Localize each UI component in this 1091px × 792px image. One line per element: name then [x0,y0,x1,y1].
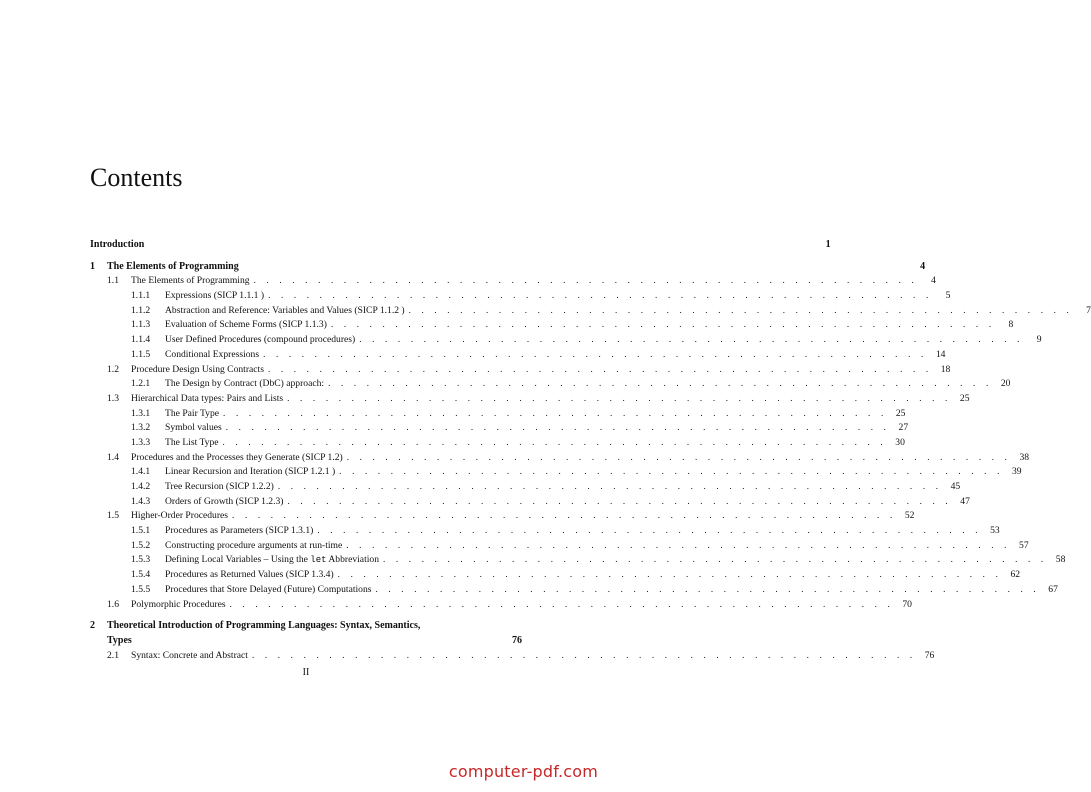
toc-entry-title: Polymorphic Procedures [131,598,226,610]
toc-entry-page: 4 [931,275,936,287]
toc-entry[interactable] [90,618,522,633]
toc-entry-number: 2.1 [107,649,119,661]
dot-leader: . . . . . . . . . . . . . . . . . . . . . . . . . . . . . . . . . . . . . . . . . . . . . . . . . . . . [229,598,894,609]
toc-entry-page: 62 [1010,569,1021,581]
toc-entry[interactable] [90,538,1029,553]
toc-entry-number: 1.5.4 [131,569,151,581]
toc-entry-page: 25 [895,407,906,419]
toc-entry-page: 27 [898,422,909,434]
toc-entry[interactable] [90,347,946,362]
dot-leader: . . . . . . . . . . . . . . . . . . . . . . . . . . . . . . . . . . . . . . . . . . . . . . . . . . . . [359,334,1024,345]
toc-entry-title: Syntax: Concrete and Abstract [131,649,248,661]
toc-entry-continuation[interactable] [90,633,522,648]
toc-entry[interactable] [90,552,1066,567]
toc-entry-title: The Pair Type [165,407,220,419]
dot-leader: . . . . . . . . . . . . . . . . . . . . . . . . . . . . . . . . . . . . . . . . . . . . . . . . . . . . [346,539,1011,550]
toc-entry-page: 38 [1019,451,1030,463]
dot-leader: . . . . . . . . . . . . . . . . . . . . . . . . . . . . . . . . . . . . . . . . . . . . . . . . . . . . [330,319,996,330]
toc-entry-number: 1.1.1 [131,290,151,302]
toc-entry-page: 5 [945,290,951,302]
dot-leader: . . . . . . . . . . . . . . . . . . . . . . . . . . . . . . . . . . . . . . . . . . . . . . . . . . . . [287,392,952,403]
toc-entry-title: Theoretical Introduction of Programming Languages: Syntax, Semantics, [107,620,421,632]
toc-entry[interactable] [90,582,1058,597]
toc-entry-title: Symbol values [165,422,222,434]
page-number: II [302,667,310,678]
toc-entry-title: Expressions (SICP 1.1.1 ) [165,290,265,302]
toc-entry[interactable] [90,259,926,274]
toc-entry-page: 30 [895,436,905,448]
toc-entry-title: Procedures and the Processes they Generate (SICP 1.2) [131,451,343,463]
toc-entry-title: Abstraction and Reference: Variables and Values (SICP 1.1.2 ) [165,304,405,316]
toc-entry[interactable] [90,273,936,288]
dot-leader: . . . . . . . . . . . . . . . . . . . . . . . . . . . . . . . . . . . . . . . . . . . . . . . . . . . . [268,290,933,301]
dot-leader: . . . . . . . . . . . . . . . . . . . . . . . . . . . . . . . . . . . . . . . . . . . . . . . . . . . . [375,583,1040,594]
toc-entry-page: 14 [935,348,946,360]
dot-leader: . . . . . . . . . . . . . . . . . . . . . . . . . . . . . . . . . . . . . . . . . . . . . . . . . . . . [222,436,887,447]
toc-entry-title: Introduction [90,239,145,250]
toc-entry-number: 1.5.3 [131,554,151,566]
toc-entry-title: User Defined Procedures (compound procedures) [165,334,356,346]
toc-entry-title: Evaluation of Scheme Forms (SICP 1.1.3) [165,319,327,331]
toc-entry-page: 67 [1048,583,1058,595]
dot-leader: . . . . . . . . . . . . . . . . . . . . . . . . . . . . . . . . . . . . . . . . . . . . . . . . . . . . [383,554,1048,565]
toc-entry-page: 47 [960,495,970,507]
toc-entry-number: 1.2 [107,363,119,375]
toc-entry[interactable] [90,508,915,523]
toc-entry[interactable] [90,479,961,494]
toc-entry-title: Procedures that Store Delayed (Future) Computations [165,583,372,595]
toc-entry[interactable] [90,494,970,509]
toc-entry-page: 4 [920,260,926,272]
dot-leader: . . . . . . . . . . . . . . . . . . . . . . . . . . . . . . . . . . . . . . . . . . . . . . . . . . . . [225,422,891,433]
toc-entry[interactable] [90,332,1042,347]
toc-entry-title: The Elements of Programming [131,275,250,287]
toc-entry-page: 9 [1036,334,1042,346]
toc-entry[interactable] [90,523,1000,538]
toc-entry[interactable] [90,648,935,663]
toc-entry-number: 1.5 [107,510,119,522]
toc-entry-title: Procedures as Returned Values (SICP 1.3.4) [165,569,334,581]
toc-entry-number: 1.1.2 [131,304,151,316]
toc-entry-number: 1.5.2 [131,539,151,551]
toc-entry-title: Orders of Growth (SICP 1.2.3) [165,495,284,507]
dot-leader: . . . . . . . . . . . . . . . . . . . . . . . . . . . . . . . . . . . . . . . . . . . . . . . . . . . . [253,275,918,286]
dot-leader: . . . . . . . . . . . . . . . . . . . . . . . . . . . . . . . . . . . . . . . . . . . . . . . . . . . . [267,363,933,374]
dot-leader: . . . . . . . . . . . . . . . . . . . . . . . . . . . . . . . . . . . . . . . . . . . . . . . . . . . . [263,348,928,359]
dot-leader: . . . . . . . . . . . . . . . . . . . . . . . . . . . . . . . . . . . . . . . . . . . . . . . . . . . . [337,569,1003,580]
toc-entry-title-code: let [310,555,327,566]
toc-entry-page: 39 [1011,466,1022,478]
dot-leader: . . . . . . . . . . . . . . . . . . . . . . . . . . . . . . . . . . . . . . . . . . . . . . . . . . . . [232,510,897,521]
watermark: computer-pdf.com [448,762,598,781]
toc-entry-number: 1.3.3 [131,436,151,448]
toc-entry-number: 1.3.1 [131,407,151,419]
toc-entry-title: Procedure Design Using Contracts [131,363,264,375]
toc-entry-number: 1.1 [107,275,119,287]
dot-leader: . . . . . . . . . . . . . . . . . . . . . . . . . . . . . . . . . . . . . . . . . . . . . . . . . . . . [339,466,1004,477]
toc-entry-title [165,553,379,568]
toc-entry-number: 1.4 [107,451,119,463]
toc-entry-title: The List Type [165,436,219,448]
toc-entry[interactable] [90,317,1014,332]
page-title: Contents [90,163,183,192]
toc-entry[interactable] [90,362,951,377]
toc-entry-title: Types [107,634,132,646]
dot-leader: . . . . . . . . . . . . . . . . . . . . . . . . . . . . . . . . . . . . . . . . . . . . . . . . . . . . [346,451,1012,462]
toc-entry-page: 76 [924,649,935,661]
dot-leader: . . . . . . . . . . . . . . . . . . . . . . . . . . . . . . . . . . . . . . . . . . . . . . . . . . . . [223,407,888,418]
toc-entry-title: Hierarchical Data types: Pairs and Lists [131,392,284,404]
toc-entry-page: 18 [940,363,951,375]
toc-entry[interactable] [90,376,1011,391]
toc-entry-number: 1.1.3 [131,319,151,331]
toc-entry[interactable] [90,567,1021,582]
dot-leader: . . . . . . . . . . . . . . . . . . . . . . . . . . . . . . . . . . . . . . . . . . . . . . . . . . . . [328,378,993,389]
toc-entry[interactable] [90,597,912,612]
toc-entry-page: 1 [825,239,831,250]
toc-entry[interactable] [90,406,906,421]
toc-entry-number: 1.3.2 [131,422,151,434]
toc-entry-page: 70 [902,598,912,610]
toc-entry-page: 8 [1008,319,1014,331]
toc-entry-number: 1.2.1 [131,378,151,390]
toc-entry-number: 1.4.2 [131,481,151,492]
dot-leader: . . . . . . . . . . . . . . . . . . . . . . . . . . . . . . . . . . . . . . . . . . . . . . . . . . . . [287,495,952,506]
toc-entry-title: Constructing procedure arguments at run-time [165,539,343,551]
toc-entry[interactable] [90,288,951,303]
toc-entry-number: 2 [90,620,95,632]
toc-entry[interactable] [90,303,1091,318]
toc-entry-title: Higher-Order Procedures [131,510,229,522]
toc-entry-title: Conditional Expressions [165,348,260,360]
dot-leader: . . . . . . . . . . . . . . . . . . . . . . . . . . . . . . . . . . . . . . . . . . . . . . . . . . . . [251,649,917,660]
dot-leader: . . . . . . . . . . . . . . . . . . . . . . . . . . . . . . . . . . . . . . . . . . . . . . . . . . . . [317,525,982,536]
toc-entry-title: Procedures as Parameters (SICP 1.3.1) [165,525,314,537]
toc-entry-number: 1.5.5 [131,583,151,595]
toc-entry-page: 76 [512,634,522,646]
toc-entry-number: 1.3 [107,392,119,404]
toc-entry-number: 1.1.5 [131,348,151,360]
toc-entry-page: 45 [950,481,961,492]
table-of-contents [90,237,1091,663]
toc-entry-page: 7 [1086,304,1091,316]
toc-entry-title: Linear Recursion and Iteration (SICP 1.2.1 ) [165,466,336,478]
toc-entry-page: 25 [959,392,970,404]
toc-entry[interactable] [90,391,970,406]
toc-entry-number: 1.4.3 [131,495,151,507]
toc-entry-title: Tree Recursion (SICP 1.2.2) [165,481,274,492]
toc-entry-title: The Design by Contract (DbC) approach: [165,378,325,390]
dot-leader: . . . . . . . . . . . . . . . . . . . . . . . . . . . . . . . . . . . . . . . . . . . . . . . . . . . . [277,481,943,491]
toc-entry-title: The Elements of Programming [107,260,239,272]
toc-entry[interactable] [90,450,1030,465]
toc-entry-page: 53 [990,525,1000,537]
toc-entry-page: 58 [1055,554,1066,566]
toc-entry-page: 57 [1019,539,1029,551]
toc-entry[interactable] [90,464,1022,479]
toc-entry[interactable] [90,420,909,435]
toc-entry-number: 1.4.1 [131,466,151,478]
toc-entry-page: 52 [904,510,915,522]
toc-entry-number: 1.6 [107,598,119,610]
toc-entry-number: 1 [90,260,95,272]
toc-entry-title-part: Abbreviation [326,554,379,566]
toc-entry[interactable] [90,237,831,252]
toc-entry-page: 20 [1000,378,1011,390]
toc-entry-number: 1.5.1 [131,525,151,537]
toc-entry-title-part: Defining Local Variables – Using the [165,554,311,566]
dot-leader: . . . . . . . . . . . . . . . . . . . . . . . . . . . . . . . . . . . . . . . . . . . . . . . . . . . . [408,304,1073,315]
toc-entry[interactable] [90,435,905,450]
toc-entry-number: 1.1.4 [131,334,151,346]
